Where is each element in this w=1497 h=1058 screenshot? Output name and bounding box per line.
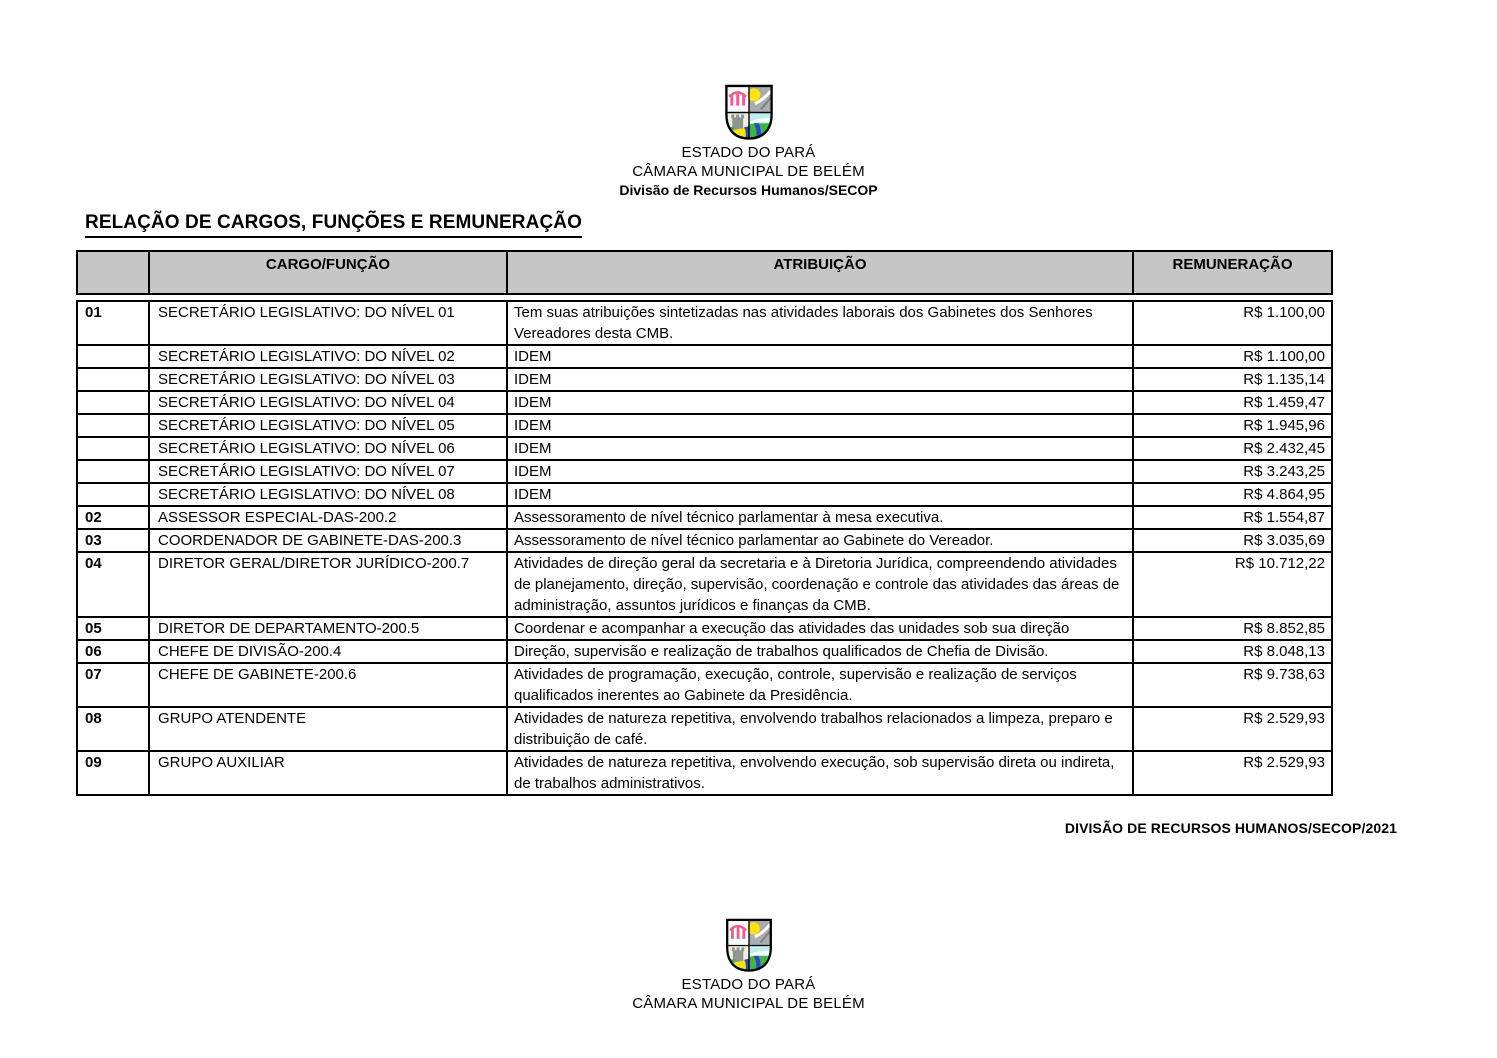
org-state-line: ESTADO DO PARÁ xyxy=(681,144,816,161)
table-row xyxy=(77,663,1332,707)
org-chamber-line: CÂMARA MUNICIPAL DE BELÉM xyxy=(632,162,865,180)
atribuicao-cell: Coordenar e acompanhar a execução das atividades das unidades sob sua direção xyxy=(507,617,1133,640)
remuneracao-cell: R$ 2.432,45 xyxy=(1133,437,1332,460)
cargo-cell: DIRETOR GERAL/DIRETOR JURÍDICO-200.7 xyxy=(149,552,507,617)
remuneracao-cell: R$ 1.135,14 xyxy=(1133,368,1332,391)
row-number-cell: 09 xyxy=(77,751,149,795)
col-header-empty xyxy=(77,251,149,294)
table-row xyxy=(77,707,1332,751)
cargo-cell: GRUPO AUXILIAR xyxy=(149,751,507,795)
remuneracao-cell: R$ 1.459,47 xyxy=(1133,391,1332,414)
row-number-cell: 08 xyxy=(77,707,149,751)
footer-note: DIVISÃO DE RECURSOS HUMANOS/SECOP/2021 xyxy=(1064,820,1397,836)
table-row xyxy=(77,414,1332,437)
atribuicao-cell: IDEM xyxy=(507,368,1133,391)
page-title: RELAÇÃO DE CARGOS, FUNÇÕES E REMUNERAÇÃO xyxy=(85,212,582,238)
cargo-cell: SECRETÁRIO LEGISLATIVO: DO NÍVEL 02 xyxy=(149,345,507,368)
row-number-cell: 04 xyxy=(77,552,149,617)
row-number-cell: 01 xyxy=(77,301,149,345)
atribuicao-cell: IDEM xyxy=(507,460,1133,483)
atribuicao-cell: IDEM xyxy=(507,391,1133,414)
table-body xyxy=(76,300,1333,796)
atribuicao-cell: Assessoramento de nível técnico parlamentar ao Gabinete do Vereador. xyxy=(507,529,1133,552)
cargo-cell: SECRETÁRIO LEGISLATIVO: DO NÍVEL 08 xyxy=(149,483,507,506)
cargo-cell: CHEFE DE GABINETE-200.6 xyxy=(149,663,507,707)
atribuicao-cell: IDEM xyxy=(507,483,1133,506)
row-number-cell xyxy=(77,437,149,460)
row-number-cell: 06 xyxy=(77,640,149,663)
row-number-cell xyxy=(77,391,149,414)
atribuicao-cell: Atividades de natureza repetitiva, envolvendo trabalhos relacionados a limpeza, preparo e distribuição de café. xyxy=(507,707,1133,751)
atribuicao-cell: Direção, supervisão e realização de trabalhos qualificados de Chefia de Divisão. xyxy=(507,640,1133,663)
table-row xyxy=(77,391,1332,414)
remuneracao-cell: R$ 2.529,93 xyxy=(1133,751,1332,795)
remuneracao-cell: R$ 1.945,96 xyxy=(1133,414,1332,437)
atribuicao-cell: Assessoramento de nível técnico parlamentar à mesa executiva. xyxy=(507,506,1133,529)
org-header xyxy=(0,84,1497,198)
remuneracao-cell: R$ 3.243,25 xyxy=(1133,460,1332,483)
row-number-cell: 03 xyxy=(77,529,149,552)
row-number-cell xyxy=(77,345,149,368)
cargo-cell: CHEFE DE DIVISÃO-200.4 xyxy=(149,640,507,663)
row-number-cell xyxy=(77,368,149,391)
row-number-cell: 02 xyxy=(77,506,149,529)
row-number-cell: 07 xyxy=(77,663,149,707)
remuneracao-cell: R$ 8.852,85 xyxy=(1133,617,1332,640)
table-row xyxy=(77,483,1332,506)
remuneracao-cell: R$ 9.738,63 xyxy=(1133,663,1332,707)
remuneracao-cell: R$ 2.529,93 xyxy=(1133,707,1332,751)
cargo-cell: SECRETÁRIO LEGISLATIVO: DO NÍVEL 07 xyxy=(149,460,507,483)
row-number-cell: 05 xyxy=(77,617,149,640)
table-row xyxy=(77,301,1332,345)
positions-table xyxy=(76,250,1331,796)
cargo-cell: SECRETÁRIO LEGISLATIVO: DO NÍVEL 01 xyxy=(149,301,507,345)
table-row xyxy=(77,506,1332,529)
cargo-cell: COORDENADOR DE GABINETE-DAS-200.3 xyxy=(149,529,507,552)
table-row xyxy=(77,617,1332,640)
table-row xyxy=(77,529,1332,552)
row-number-cell xyxy=(77,414,149,437)
remuneracao-cell: R$ 1.554,87 xyxy=(1133,506,1332,529)
cargo-cell: SECRETÁRIO LEGISLATIVO: DO NÍVEL 03 xyxy=(149,368,507,391)
cargo-cell: GRUPO ATENDENTE xyxy=(149,707,507,751)
atribuicao-cell: IDEM xyxy=(507,437,1133,460)
atribuicao-cell: IDEM xyxy=(507,345,1133,368)
coat-of-arms-icon xyxy=(724,918,774,973)
atribuicao-cell: Atividades de programação, execução, controle, supervisão e realização de serviços qualificados inerentes ao Gabinete da Presidência. xyxy=(507,663,1133,707)
remuneracao-cell: R$ 1.100,00 xyxy=(1133,301,1332,345)
col-header-remuneracao: REMUNERAÇÃO xyxy=(1133,251,1332,294)
table-row xyxy=(77,460,1332,483)
cargo-cell: ASSESSOR ESPECIAL-DAS-200.2 xyxy=(149,506,507,529)
table-row xyxy=(77,751,1332,795)
atribuicao-cell: Atividades de direção geral da secretaria e à Diretoria Jurídica, compreendendo atividades de planejamento, direção, supervisão, coordenação e controle das atividades das áreas de administração, assuntos jurídicos e finanças da CMB. xyxy=(507,552,1133,617)
row-number-cell xyxy=(77,483,149,506)
table-row xyxy=(77,552,1332,617)
atribuicao-cell: Tem suas atribuições sintetizadas nas atividades laborais dos Gabinetes dos Senhores Vereadores desta CMB. xyxy=(507,301,1133,345)
org-footer xyxy=(0,918,1497,1012)
cargo-cell: DIRETOR DE DEPARTAMENTO-200.5 xyxy=(149,617,507,640)
col-header-atribuicao: ATRIBUIÇÃO xyxy=(507,251,1133,294)
cargo-cell: SECRETÁRIO LEGISLATIVO: DO NÍVEL 04 xyxy=(149,391,507,414)
org-state-line: ESTADO DO PARÁ xyxy=(681,976,816,993)
table-header xyxy=(76,250,1333,295)
atribuicao-cell: IDEM xyxy=(507,414,1133,437)
remuneracao-cell: R$ 10.712,22 xyxy=(1133,552,1332,617)
table-row xyxy=(77,437,1332,460)
atribuicao-cell: Atividades de natureza repetitiva, envolvendo execução, sob supervisão direta ou indireta, de trabalhos administrativos. xyxy=(507,751,1133,795)
row-number-cell xyxy=(77,460,149,483)
coat-of-arms-icon xyxy=(724,84,774,141)
remuneracao-cell: R$ 3.035,69 xyxy=(1133,529,1332,552)
table-row xyxy=(77,640,1332,663)
table-row xyxy=(77,368,1332,391)
remuneracao-cell: R$ 4.864,95 xyxy=(1133,483,1332,506)
org-chamber-line: CÂMARA MUNICIPAL DE BELÉM xyxy=(632,994,865,1012)
org-division-line: Divisão de Recursos Humanos/SECOP xyxy=(619,182,878,198)
remuneracao-cell: R$ 8.048,13 xyxy=(1133,640,1332,663)
cargo-cell: SECRETÁRIO LEGISLATIVO: DO NÍVEL 05 xyxy=(149,414,507,437)
table-row xyxy=(77,345,1332,368)
cargo-cell: SECRETÁRIO LEGISLATIVO: DO NÍVEL 06 xyxy=(149,437,507,460)
col-header-cargo: CARGO/FUNÇÃO xyxy=(149,251,507,294)
remuneracao-cell: R$ 1.100,00 xyxy=(1133,345,1332,368)
